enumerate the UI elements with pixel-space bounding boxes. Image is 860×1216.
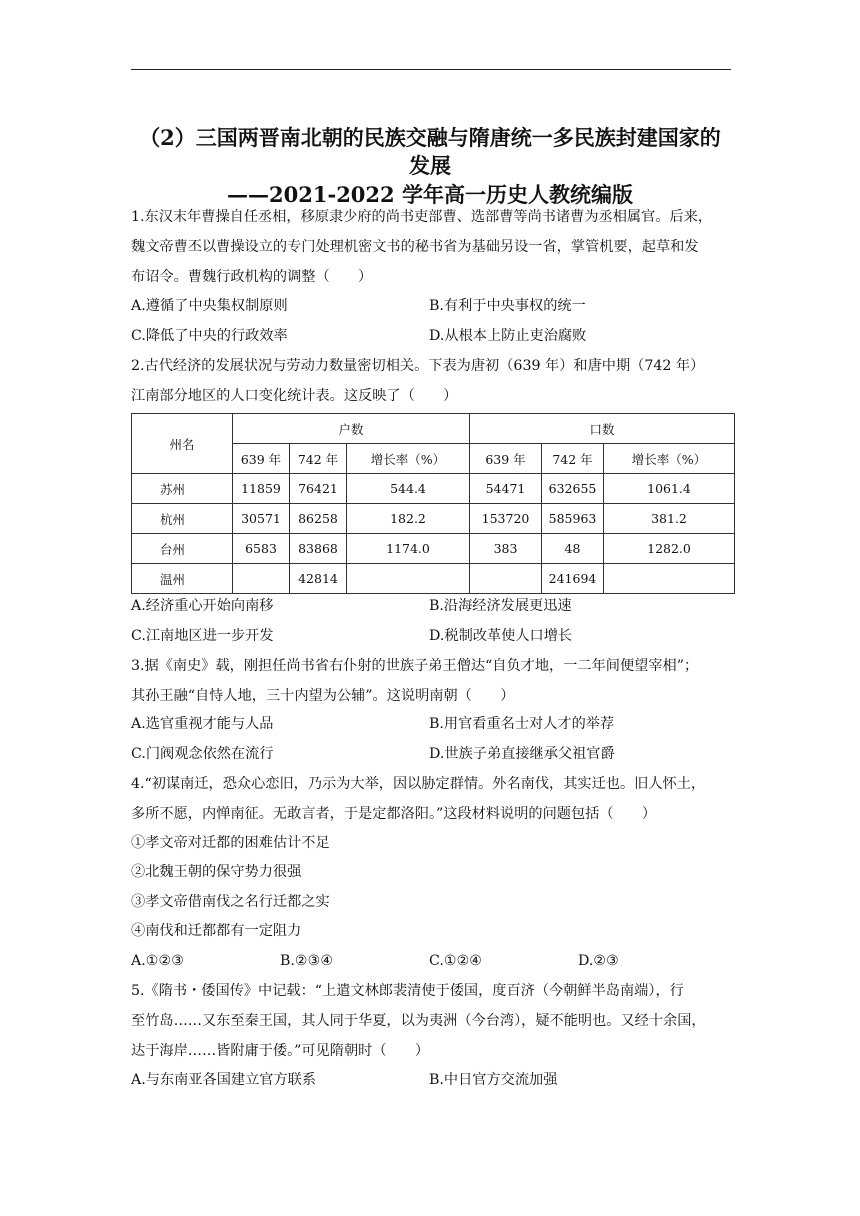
table-cell: 42814 bbox=[290, 564, 347, 594]
stem-line: 其孙王融“自恃人地，三十内望为公辅”。这说明南朝（ ） bbox=[131, 688, 515, 704]
doc-subtitle: ——2021-2022 学年高一历史人教统编版 bbox=[227, 182, 633, 207]
table-subheader: 639 年 bbox=[233, 444, 290, 474]
question-3-option-d: D.世族子弟直接继承父祖官爵 bbox=[429, 746, 615, 762]
table-cell bbox=[233, 564, 290, 594]
table-cell: 544.4 bbox=[347, 474, 470, 504]
table-cell: 54471 bbox=[470, 474, 542, 504]
table-cell bbox=[604, 564, 735, 594]
stem-line: 4.“初谋南迁，恐众心恋旧，乃示为大举，因以胁定群情。外名南伐，其实迁也。旧人怀土， bbox=[131, 776, 706, 792]
table-cell: 6583 bbox=[233, 534, 290, 564]
table-subheader: 639 年 bbox=[470, 444, 542, 474]
question-2-option-c: C.江南地区进一步开发 bbox=[131, 628, 274, 644]
question-2-option-d: D.税制改革使人口增长 bbox=[429, 628, 573, 644]
doc-title-line1: （2）三国两晋南北朝的民族交融与隋唐统一多民族封建国家的 bbox=[139, 125, 721, 150]
table-cell bbox=[347, 564, 470, 594]
table-group-population: 口数 bbox=[470, 414, 735, 444]
question-1-stem bbox=[131, 202, 731, 292]
stem-line: 2.古代经济的发展状况与劳动力数量密切相关。下表为唐初（639 年）和唐中期（742 年） bbox=[131, 358, 705, 374]
question-4-stem bbox=[131, 769, 731, 829]
table-subheader: 增长率（%） bbox=[604, 444, 735, 474]
question-4-option-d: D.②③ bbox=[578, 953, 619, 969]
table-row bbox=[132, 474, 735, 504]
question-1-option-c: C.降低了中央的行政效率 bbox=[131, 328, 288, 344]
question-3-option-c: C.门阀观念依然在流行 bbox=[131, 746, 274, 762]
population-table bbox=[131, 413, 735, 594]
table-cell: 381.2 bbox=[604, 504, 735, 534]
question-4-option-b: B.②③④ bbox=[280, 953, 334, 969]
question-5-option-a: A.与东南亚各国建立官方联系 bbox=[131, 1072, 317, 1088]
table-row bbox=[132, 504, 735, 534]
question-3-stem bbox=[131, 651, 731, 711]
table-cell: 632655 bbox=[542, 474, 604, 504]
stem-line: 江南部分地区的人口变化统计表。这反映了（ ） bbox=[131, 388, 458, 404]
question-2-option-a: A.经济重心开始向南移 bbox=[131, 598, 274, 614]
stem-line: 5.《隋书・倭国传》中记载：“上遣文林郎裴清使于倭国，度百济（今朝鲜半岛南端），行 bbox=[131, 983, 684, 999]
question-4-option-c: C.①②④ bbox=[429, 953, 483, 969]
table-row bbox=[132, 564, 735, 594]
table-subheader: 增长率（%） bbox=[347, 444, 470, 474]
question-2-stem bbox=[131, 351, 731, 411]
question-4-item-4: ④南伐和迁都都有一定阻力 bbox=[131, 923, 302, 939]
question-5-option-b: B.中日官方交流加强 bbox=[429, 1072, 558, 1088]
table-cell: 温州 bbox=[132, 564, 233, 594]
table-cell: 杭州 bbox=[132, 504, 233, 534]
question-4-item-2: ②北魏王朝的保守势力很强 bbox=[131, 864, 302, 880]
question-4-item-3: ③孝文帝借南伐之名行迁都之实 bbox=[131, 894, 330, 910]
table-cell: 1174.0 bbox=[347, 534, 470, 564]
table-cell: 383 bbox=[470, 534, 542, 564]
question-1-option-d: D.从根本上防止吏治腐败 bbox=[429, 328, 587, 344]
header-rule bbox=[131, 69, 731, 70]
table-cell: 241694 bbox=[542, 564, 604, 594]
question-2-option-b: B.沿海经济发展更迅速 bbox=[429, 598, 572, 614]
table-cell bbox=[470, 564, 542, 594]
stem-line: 魏文帝曹丕以曹操设立的专门处理机密文书的秘书省为基础另设一省，掌管机要，起草和发 bbox=[131, 239, 699, 255]
table-cell: 153720 bbox=[470, 504, 542, 534]
table-corner: 州名 bbox=[132, 414, 233, 474]
table-cell: 585963 bbox=[542, 504, 604, 534]
table-cell: 台州 bbox=[132, 534, 233, 564]
table-cell: 1282.0 bbox=[604, 534, 735, 564]
table-subheader: 742 年 bbox=[290, 444, 347, 474]
stem-line: 1.东汉末年曹操自任丞相，移原隶少府的尚书吏部曹、选部曹等尚书诸曹为丞相属官。后来， bbox=[131, 209, 713, 225]
stem-line: 3.据《南史》载，刚担任尚书省右仆射的世族子弟王僧达“自负才地，一二年间便望宰相”； bbox=[131, 658, 699, 674]
question-4-option-a: A.①②③ bbox=[131, 953, 184, 969]
question-3-option-b: B.用官看重名士对人才的举荐 bbox=[429, 716, 615, 732]
doc-title-line2: 发展 bbox=[409, 153, 451, 178]
question-1-option-a: A.遵循了中央集权制原则 bbox=[131, 298, 288, 314]
stem-line: 布诏令。曹魏行政机构的调整（ ） bbox=[131, 269, 373, 285]
question-5-stem bbox=[131, 976, 731, 1066]
table-row bbox=[132, 534, 735, 564]
table-cell: 86258 bbox=[290, 504, 347, 534]
question-4-item-1: ①孝文帝对迁都的困难估计不足 bbox=[131, 835, 330, 851]
table-cell: 11859 bbox=[233, 474, 290, 504]
table-cell: 30571 bbox=[233, 504, 290, 534]
question-1-option-b: B.有利于中央事权的统一 bbox=[429, 298, 586, 314]
question-3-option-a: A.选官重视才能与人品 bbox=[131, 716, 274, 732]
stem-line: 多所不愿，内惮南征。无敢言者，于是定都洛阳。”这段材料说明的问题包括（ ） bbox=[131, 806, 657, 822]
table-cell: 1061.4 bbox=[604, 474, 735, 504]
table-cell: 76421 bbox=[290, 474, 347, 504]
table-cell: 苏州 bbox=[132, 474, 233, 504]
table-cell: 83868 bbox=[290, 534, 347, 564]
table-cell: 48 bbox=[542, 534, 604, 564]
table-cell: 182.2 bbox=[347, 504, 470, 534]
stem-line: 达于海岸……皆附庸于倭。”可见隋朝时（ ） bbox=[131, 1043, 430, 1059]
table-subheader: 742 年 bbox=[542, 444, 604, 474]
table-group-households: 户数 bbox=[233, 414, 470, 444]
stem-line: 至竹岛……又东至秦王国，其人同于华夏，以为夷洲（今台湾），疑不能明也。又经十余国， bbox=[131, 1013, 706, 1029]
